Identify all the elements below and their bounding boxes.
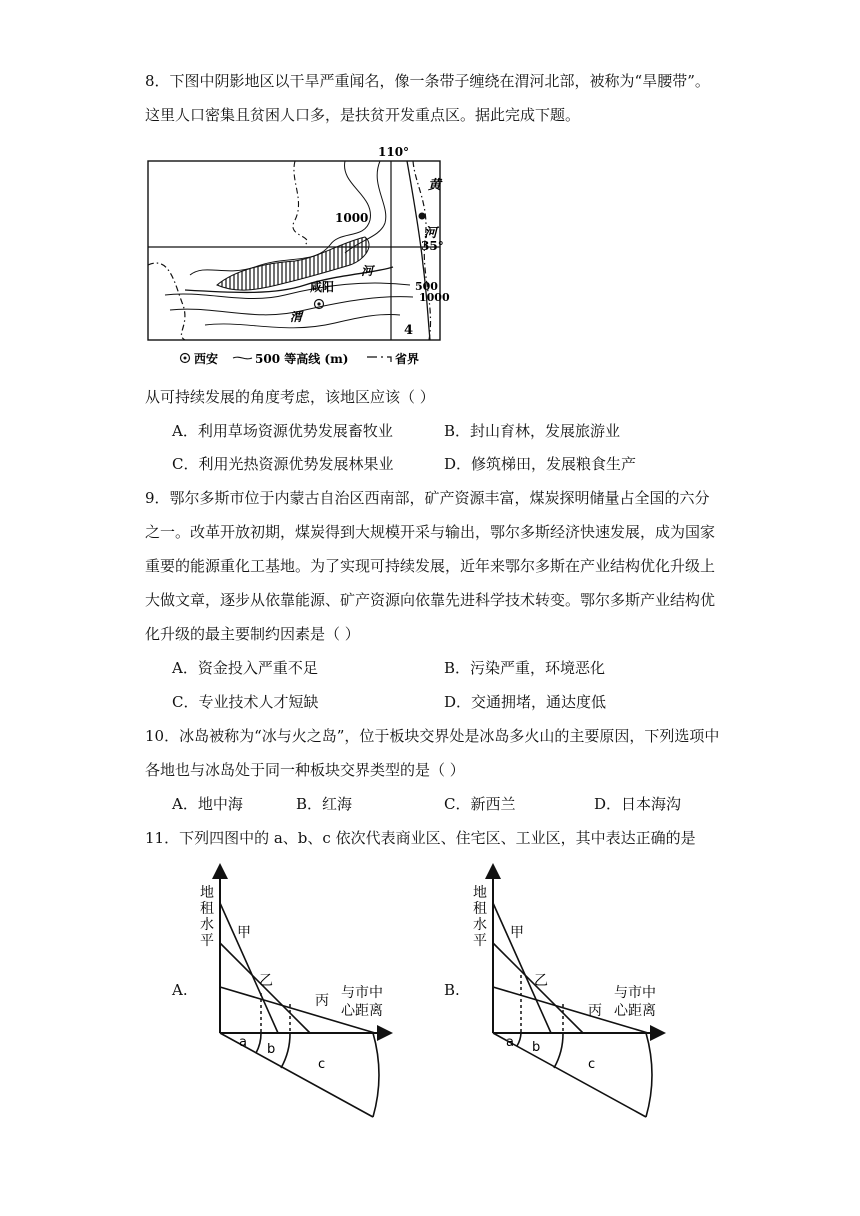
q11-graph-a [195,865,395,1120]
arc-c [373,1033,379,1117]
sector-edge [493,1033,646,1117]
q10-option-b[interactable]: B．红海 [296,795,353,813]
contour-label-500: 500 [415,280,438,293]
yellow-river-char1: 黄 [428,178,442,193]
q11-option-b-label[interactable]: B. [444,981,460,999]
q9-stem-line5: 化升级的最主要制约因素是（ ） [145,625,360,643]
q9-option-a[interactable]: A．资金投入严重不足 [172,659,318,677]
city-label-xianyang: 咸阳 [310,280,335,294]
x-axis-label-line2: 心距离 [341,1003,383,1019]
city-dot [419,213,426,220]
loess-drought-belt-map [145,145,450,370]
lat-label: 35° [421,239,444,253]
q10-option-c[interactable]: C．新西兰 [444,795,516,813]
zone-a: a [239,1035,247,1050]
contour-label-1000-lower: 1000 [419,291,450,304]
y-axis-char1: 地 [200,885,214,901]
province-border-west [148,263,185,340]
contour-label-1000-upper: 1000 [335,211,369,225]
q9-stem-line2: 之一。改革开放初期，煤炭得到大规模开采与输出，鄂尔多斯经济快速发展，成为国家 [145,523,716,541]
q8-option-a[interactable]: A．利用草场资源优势发展畜牧业 [172,422,393,440]
y-axis-char3: 水 [473,917,487,933]
y-axis-char2: 租 [200,901,214,917]
q11-graph-b [468,865,668,1120]
q9-option-c[interactable]: C．专业技术人才短缺 [172,693,319,711]
legend-xian-label: 西安 [194,352,219,366]
label-bing: 丙 [315,993,329,1009]
zone-a: a [506,1035,514,1050]
label-yi: 乙 [534,973,548,989]
drought-belt-area [217,237,369,290]
y-axis-char1: 地 [473,885,487,901]
q9-stem-line4: 大做文章，逐步从依靠能源、矿产资源向依靠先进科学技术转变。鄂尔多斯产业结构优 [145,591,716,609]
zone-c: c [318,1057,326,1072]
label-jia: 甲 [510,925,524,941]
zone-b: b [532,1040,541,1055]
q8-option-d[interactable]: D．修筑梯田，发展粮食生产 [444,455,637,473]
province-border-north [293,161,307,245]
q9-option-b[interactable]: B．污染严重，环境恶化 [444,659,606,677]
yellow-river-char2: 河 [424,226,438,241]
arc-a [256,1033,261,1053]
y-axis-char2: 租 [473,901,487,917]
map-corner-number: 4 [404,323,414,338]
y-axis-char4: 平 [200,933,214,949]
q9-option-d[interactable]: D．交通拥堵，通达度低 [444,693,607,711]
q8-stem-line2: 这里人口密集且贫困人口多，是扶贫开发重点区。据此完成下题。 [145,106,581,124]
wei-river-char2: 渭 [290,310,303,324]
arc-b [554,1033,563,1068]
q10-option-d[interactable]: D．日本海沟 [594,795,682,813]
arc-b [281,1033,290,1068]
contour-lower-3 [205,314,400,327]
q10-stem-line1: 10．冰岛被称为“冰与火之岛”，位于板块交界处是冰岛多火山的主要原因，下列选项中 [145,727,720,745]
zone-b: b [267,1042,276,1057]
line-jia [220,903,278,1033]
y-axis-char4: 平 [473,933,487,949]
label-yi: 乙 [259,973,273,989]
q11-option-a-label[interactable]: A. [172,981,188,999]
arc-c [646,1033,652,1117]
q8-option-c[interactable]: C．利用光热资源优势发展林果业 [172,455,394,473]
lon-label: 110° [378,145,410,159]
wei-river-char1: 河 [361,264,374,278]
q8-question: 从可持续发展的角度考虑，该地区应该（ ） [145,388,435,406]
legend-border-symbol [367,357,391,362]
x-axis-label-line2: 心距离 [614,1003,656,1019]
label-jia: 甲 [237,925,251,941]
y-axis-char3: 水 [200,917,214,933]
q8-stem-line1: 8．下图中阴影地区以干旱严重闻名，像一条带子缠绕在渭河北部，被称为“旱腰带”。 [145,72,710,90]
legend-contour-label: 500 等高线 (m) [255,352,349,366]
q10-stem-line2: 各地也与冰岛处于同一种板块交界类型的是（ ） [145,761,465,779]
q8-option-b[interactable]: B．封山育林，发展旅游业 [444,422,621,440]
label-bing: 丙 [588,1003,602,1019]
q9-stem-line1: 9．鄂尔多斯市位于内蒙古自治区西南部，矿产资源丰富，煤炭探明储量占全国的六分 [145,489,710,507]
x-axis-label-line1: 与市中 [614,985,656,1001]
q10-option-a[interactable]: A．地中海 [172,795,243,813]
arc-a [517,1033,521,1046]
zone-c: c [588,1057,596,1072]
legend-border-label: 省界 [395,352,420,366]
q11-stem: 11．下列四图中的 a、b、c 依次代表商业区、住宅区、工业区，其中表达正确的是 [145,829,696,847]
x-axis-label-line1: 与市中 [341,985,383,1001]
q9-stem-line3: 重要的能源重化工基地。为了实现可持续发展，近年来鄂尔多斯在产业结构优化升级上 [145,557,716,575]
legend-contour-symbol [233,357,252,359]
line-jia [493,903,551,1033]
